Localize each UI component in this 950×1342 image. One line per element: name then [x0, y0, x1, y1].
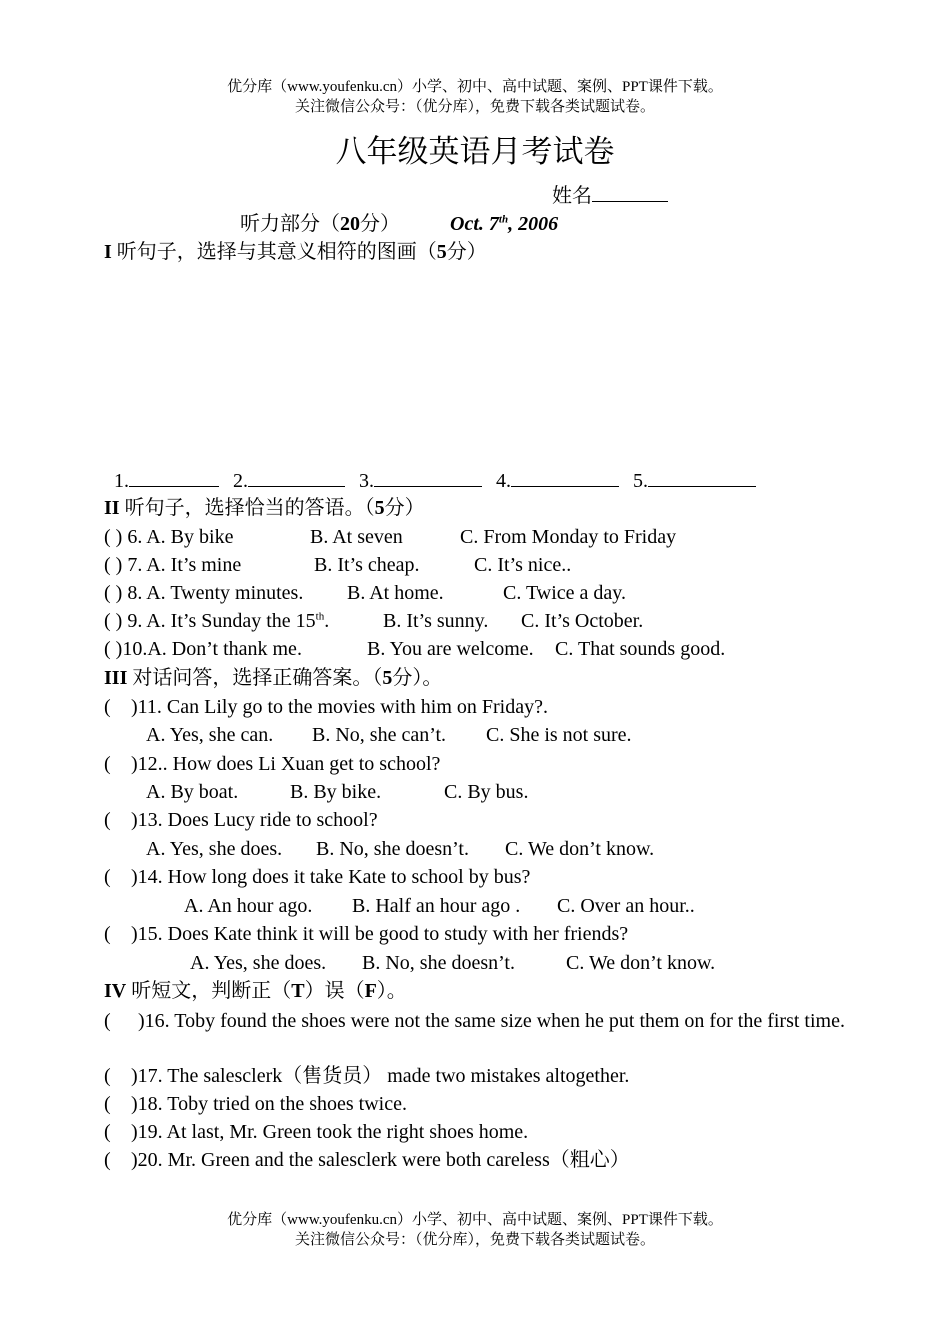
section-1-number: I: [104, 241, 112, 263]
exam-date: Oct. 7th, 2006: [450, 213, 559, 235]
answer-blank-4[interactable]: [511, 468, 619, 487]
answer-blank-1[interactable]: [129, 468, 219, 487]
section-4-heading: IV 听短文，判断正（T）误（F）。: [104, 980, 407, 1002]
question-12-options: A. By boat. B. By bike. C. By bus.: [146, 781, 529, 803]
question-7: ( ) 7. A. It’s mine B. It’s cheap. C. It’s nice..: [104, 554, 572, 576]
question-10: ( )10.A. Don’t thank me. B. You are welcome. C. That sounds good.: [104, 638, 726, 660]
listening-heading: [240, 211, 558, 237]
listening-suffix: 分）: [360, 213, 400, 235]
header-line-2: 关注微信公众号：（优分库），免费下载各类试题试卷。: [294, 99, 655, 115]
name-label: 姓名: [552, 185, 592, 207]
section-3-heading: III 对话问答，选择正确答案。（5分）。: [104, 667, 443, 689]
answer-blank-2[interactable]: [248, 468, 345, 487]
listening-label: 听力部分（: [240, 213, 340, 235]
section-3-number: III: [104, 667, 128, 689]
question-14: ( )14. How long does it take Kate to school by bus?: [104, 866, 531, 888]
answer-blank-3[interactable]: [374, 468, 482, 487]
question-20: ( )20. Mr. Green and the salesclerk were both careless（粗心）: [104, 1149, 630, 1171]
name-blank[interactable]: [592, 183, 668, 202]
section-2-number: II: [104, 497, 120, 519]
page-title: 八年级英语月考试卷: [335, 134, 615, 169]
question-13: ( )13. Does Lucy ride to school?: [104, 809, 378, 831]
question-14-options: A. An hour ago. B. Half an hour ago . C. Over an hour..: [184, 895, 695, 917]
question-11-options: A. Yes, she can. B. No, she can’t. C. She is not sure.: [146, 724, 632, 746]
question-15: ( )15. Does Kate think it will be good to study with her friends?: [104, 923, 629, 945]
section-1-heading: I 听句子，选择与其意义相符的图画（5分）: [104, 241, 487, 263]
footer-line-1: 优分库（www.youfenku.cn）小学、初中、高中试题、案例、PPT课件下载。: [227, 1212, 723, 1228]
question-16: ( )16. Toby found the shoes were not the same size when he put them on for the first time.: [104, 1010, 845, 1032]
answer-blank-5[interactable]: [648, 468, 756, 487]
question-17: ( )17. The salesclerk（售货员） made two mistakes altogether.: [104, 1065, 630, 1087]
question-9: ( ) 9. A. It’s Sunday the 15th. B. It’s sunny. C. It’s October.: [104, 610, 644, 632]
question-15-options: A. Yes, she does. B. No, she doesn’t. C. We don’t know.: [190, 952, 716, 974]
listening-score: 20: [340, 213, 360, 235]
question-13-options: A. Yes, she does. B. No, she doesn’t. C. We don’t know.: [146, 838, 655, 860]
question-6: ( ) 6. A. By bike B. At seven C. From Monday to Friday: [104, 526, 677, 548]
question-18: ( )18. Toby tried on the shoes twice.: [104, 1093, 407, 1115]
header-line-1: 优分库（www.youfenku.cn）小学、初中、高中试题、案例、PPT课件下载。: [227, 79, 723, 95]
answer-blanks: 1. 2. 3. 4. 5.: [114, 468, 756, 494]
footer-line-2: 关注微信公众号：（优分库），免费下载各类试题试卷。: [294, 1232, 655, 1248]
question-12: ( )12.. How does Li Xuan get to school?: [104, 753, 441, 775]
question-11: ( )11. Can Lily go to the movies with him on Friday?.: [104, 696, 548, 718]
section-2-heading: II 听句子，选择恰当的答语。（5分）: [104, 497, 425, 519]
question-8: ( ) 8. A. Twenty minutes. B. At home. C. Twice a day.: [104, 582, 627, 604]
name-field: [552, 183, 668, 209]
section-4-number: IV: [104, 980, 127, 1002]
question-19: ( )19. At last, Mr. Green took the right shoes home.: [104, 1121, 529, 1143]
